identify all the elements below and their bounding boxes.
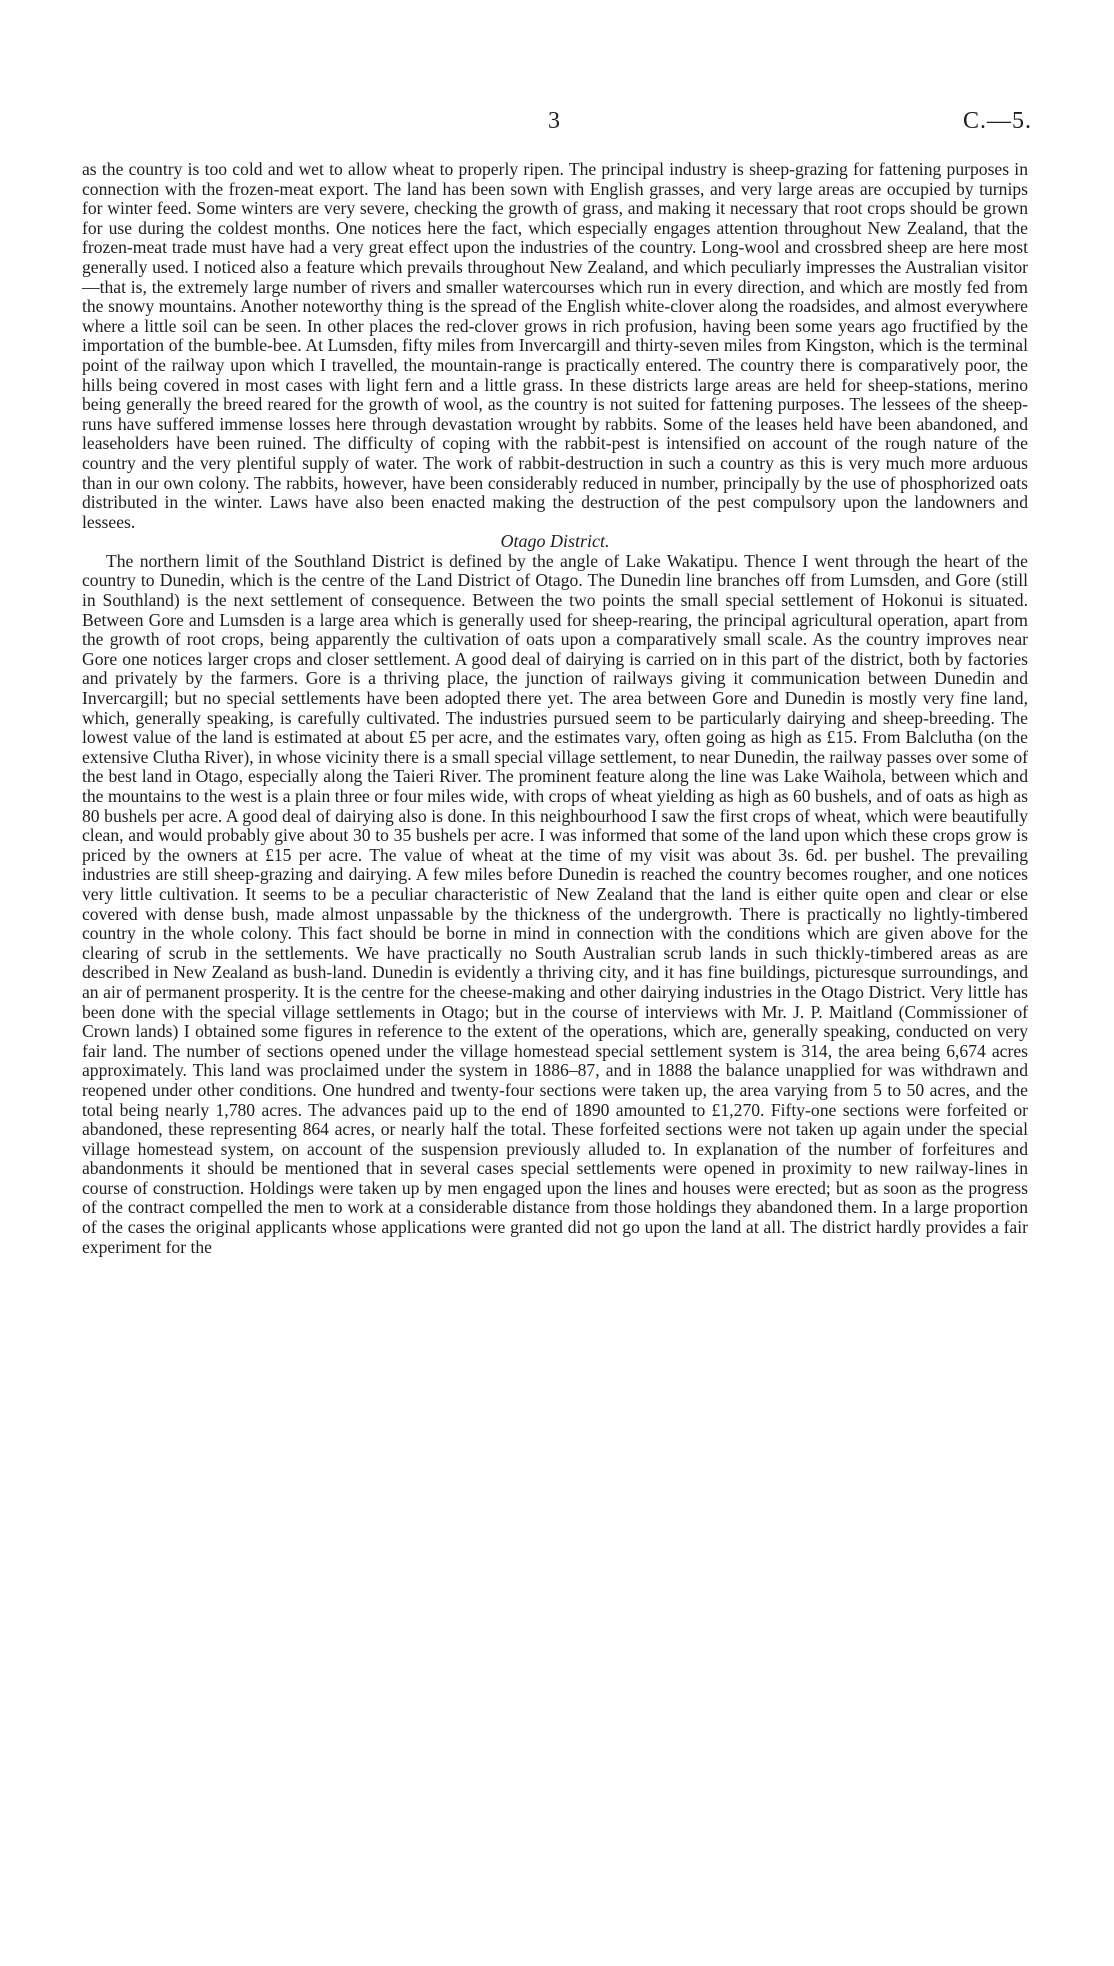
page-number: 3 — [548, 108, 560, 134]
page-header — [0, 108, 1114, 138]
paragraph-otago: The northern limit of the Southland District is defined by the angle of Lake Wakatipu. Thence I went through the heart of the country to Dunedin, which is the centre of the Land District of Otago. The Dunedin line branches off from Lumsden, and Gore (still in Southland) is the next settlement of consequence. Between the two points the small special settlement of Hokonui is situated. Between Gore and Lumsden is a large area which is generally used for sheep-rearing, the principal agricultural operation, apart from the growth of root crops, being apparently the cultivation of oats upon a comparatively small scale. As the country improves near Gore one notices larger crops and closer settlement. A good deal of dairying is carried on in this part of the district, both by factories and privately by the farmers. Gore is a thriving place, the junction of railways giving it communication between Dunedin and Invercargill; but no special settlements have been adopted there yet. The area between Gore and Dunedin is mostly very fine land, which, generally speaking, is carefully cultivated. The industries pursued seem to be particularly dairying and sheep-breeding. The lowest value of the land is estimated at about £5 per acre, and the estimates vary, often going as high as £15. From Balclutha (on the extensive Clutha River), in whose vicinity there is a small special village settlement, to near Dunedin, the railway passes over some of the best land in Otago, especially along the Taieri River. The prominent feature along the line was Lake Waihola, between which and the mountains to the west is a plain three or four miles wide, with crops of wheat yielding as high as 60 bushels, and of oats as high as 80 bushels per acre. A good deal of dairying also is done. In this neighbourhood I saw the first crops of wheat, which were beautifully clean, and would probably give about 30 to 35 bushels per acre. I was informed that some of the land upon which these crops grow is priced by the owners at £15 per acre. The value of wheat at the time of my visit was about 3s. 6d. per bushel. The prevailing industries are still sheep-grazing and dairying. A few miles before Dunedin is reached the country becomes rougher, and one notices very little cultivation. It seems to be a peculiar characteristic of New Zealand that the land is either quite open and clear or else covered with dense bush, made almost unpassable by the thickness of the undergrowth. There is practically no lightly-timbered country in the whole colony. This fact should be borne in mind in connection with the conditions which are given above for the clearing of scrub in the settlements. We have practically no South Australian scrub lands in such thickly-timbered areas as are described in New Zealand as bush-land. Dunedin is evidently a thriving city, and it has fine buildings, picturesque surroundings, and an air of permanent prosperity. It is the centre for the cheese-making and other dairying industries in the Otago District. Very little has been done with the special village settlements in Otago; but in the course of interviews with Mr. J. P. Maitland (Commissioner of Crown lands) I obtained some figures in reference to the extent of the operations, which are, generally speaking, conducted on very fair land. The number of sections opened under the village homestead special settlement system is 314, the area being 6,674 acres approximately. This land was proclaimed under the system in 1886–87, and in 1888 the balance unapplied for was withdrawn and reopened under other conditions. One hundred and twenty-four sections were taken up, the area varying from 5 to 50 acres, and the total being nearly 1,780 acres. The advances paid up to the end of 1890 amounted to £1,270. Fifty-one sections were forfeited or abandoned, these representing 864 acres, or nearly half the total. These forfeited sections were not taken up again under the special village homestead system, on account of the suspension previously alluded to. In explanation of the number of forfeitures and abandonments it should be mentioned that in several cases special settlements were opened in proximity to new railway-lines in course of construction. Holdings were taken up by men engaged upon the lines and houses were erected; but as soon as the progress of the contract compelled the men to work at a considerable distance from those holdings they abandoned them. In a large proportion of the cases the original applicants whose applications were granted did not go upon the land at all. The district hardly provides a fair experiment for the — [82, 550, 1028, 1257]
paragraph-southland-continued: as the country is too cold and wet to allow wheat to properly ripen. The principal industry is sheep-grazing for fattening purposes in connection with the frozen-meat export. The land has been sown with English grasses, and very large areas are occupied by turnips for winter feed. Some winters are very severe, checking the growth of grass, and making it necessary that root crops should be grown for use during the coldest months. One notices here the fact, which especially engages attention throughout New Zealand, that the frozen-meat trade must have had a very great effect upon the industries of the country. Long-wool and crossbred sheep are here most generally used. I noticed also a feature which prevails throughout New Zealand, and which peculiarly impresses the Australian visitor—that is, the extremely large number of rivers and smaller watercourses which run in every direction, and which are mostly fed from the snowy mountains. Another noteworthy thing is the spread of the English white-clover along the roadsides, and almost everywhere where a little soil can be seen. In other places the red-clover grows in rich profusion, having been some years ago fructified by the importation of the bumble-bee. At Lumsden, fifty miles from Invercargill and thirty-seven miles from Kingston, which is the terminal point of the railway upon which I travelled, the mountain-range is practically entered. The country there is comparatively poor, the hills being covered in most cases with light fern and a little grass. In these districts large areas are held for sheep-stations, merino being generally the breed reared for the growth of wool, as the country is not suited for fattening purposes. The lessees of the sheep-runs have suffered immense losses here through devastation wrought by rabbits. Some of the leases held have been abandoned, and leaseholders have been ruined. The difficulty of coping with the rabbit-pest is intensified on account of the rough nature of the country and the very plentiful supply of water. The work of rabbit-destruction in such a country as this is very much more arduous than in our own colony. The rabbits, however, have been considerably reduced in number, principally by the use of phosphorized oats distributed in the winter. Laws have also been enacted making the destruction of the pest compulsory upon the landowners and lessees. — [82, 159, 1028, 532]
body-text — [82, 160, 1028, 1257]
section-heading-otago: Otago District. — [500, 531, 610, 552]
document-reference: C.—5. — [962, 108, 1032, 134]
